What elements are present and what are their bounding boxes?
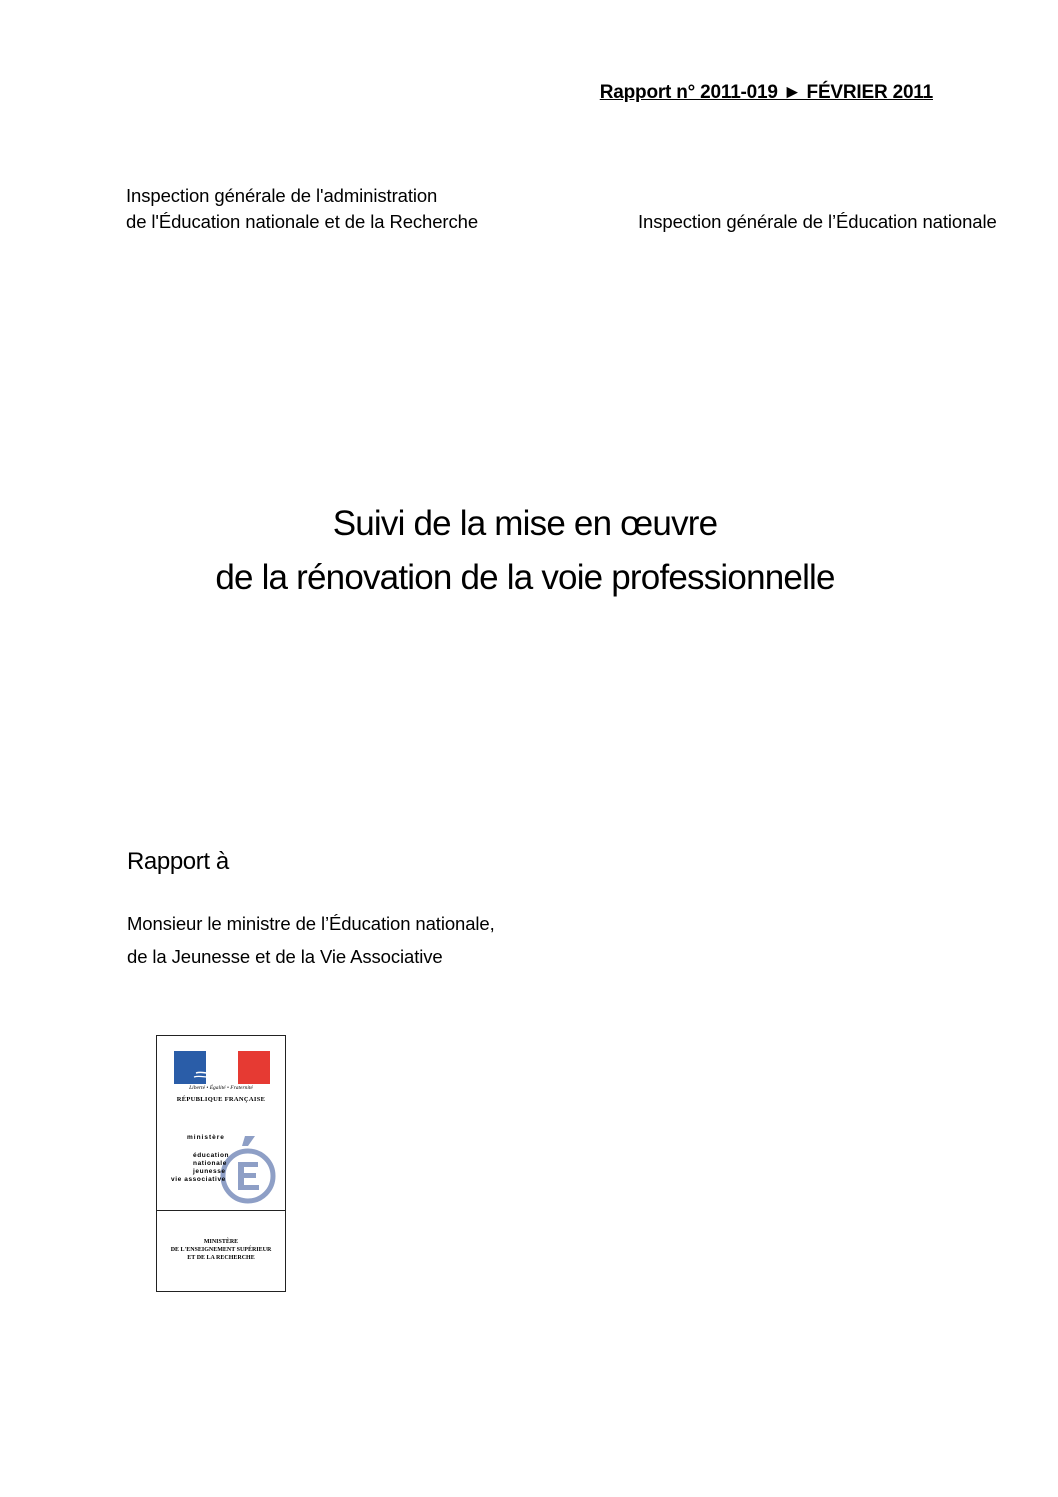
org-left-line2: de l'Éducation nationale et de la Recherche [126,211,479,232]
higher-ed-line-1: MINISTÈRE [203,1239,239,1245]
higher-ed-line-2: DE L'ENSEIGNEMENT SUPÉRIEUR [170,1247,272,1253]
recipient-line1: Monsieur le ministre de l’Éducation nationale, [127,913,495,934]
issuing-organization-left [126,183,478,235]
higher-education-ministry [157,1238,285,1262]
higher-ed-line-3: ET DE LA RECHERCHE [187,1255,255,1261]
report-reference: Rapport n° 2011-019 ► FÉVRIER 2011 [599,82,933,103]
marianne-icon [182,1051,262,1084]
ministry-name [171,1152,229,1184]
ministry-word: ministère [187,1134,225,1141]
ministry-line-4: vie associative [171,1176,226,1183]
recipient-line2: de la Jeunesse et de la Vie Associative [127,946,443,967]
ministry-logo [156,1035,286,1292]
addressee-label: Rapport à [127,848,229,875]
issuing-organization-right: Inspection générale de l’Éducation nationale [638,211,997,232]
org-left-line1: Inspection générale de l'administration [126,185,438,206]
ministry-line-1: éducation [193,1152,230,1159]
motto: Liberté • Égalité • Fraternité [189,1085,253,1091]
ministry-line-2: nationale [193,1160,227,1167]
ministry-line-3: jeunesse [193,1168,226,1175]
title-line1: Suivi de la mise en œuvre [332,504,718,543]
title-line2: de la rénovation de la voie professionnelle [215,558,835,597]
logo-divider [157,1210,285,1211]
document-title [0,497,1050,605]
republic-name: RÉPUBLIQUE FRANÇAISE [176,1096,266,1103]
recipient [127,907,495,973]
